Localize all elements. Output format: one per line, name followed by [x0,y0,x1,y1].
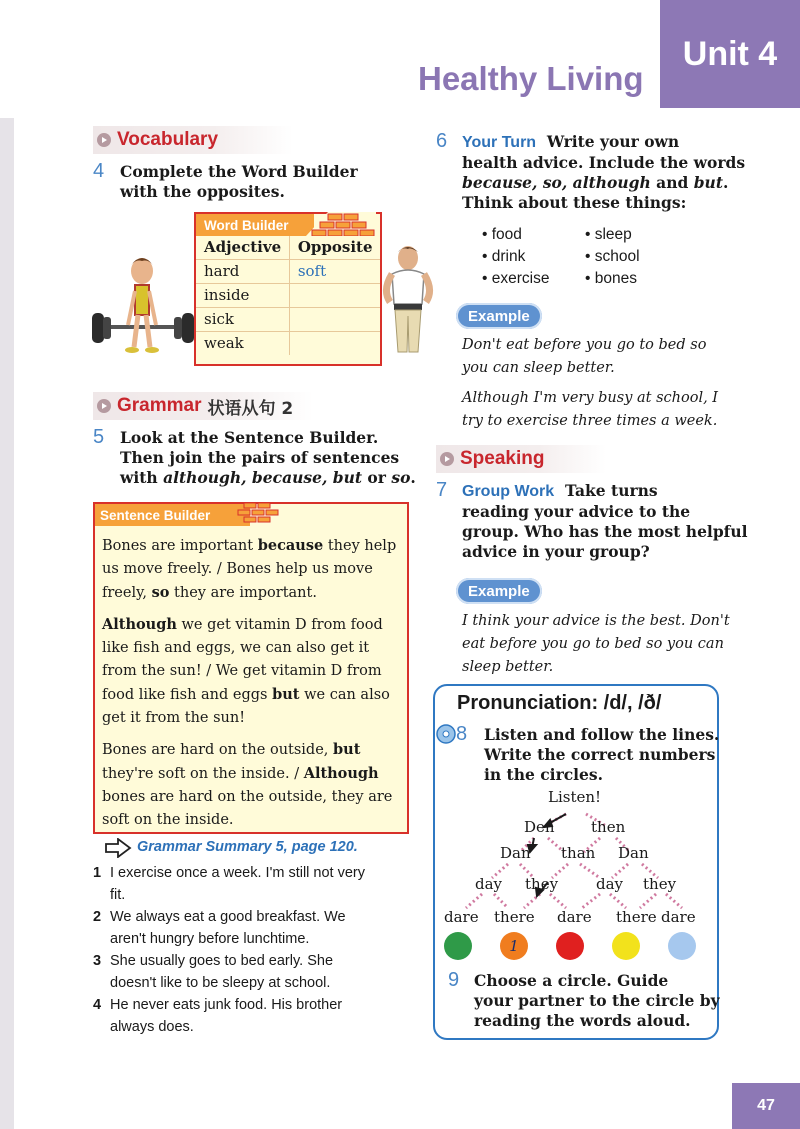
exercise-instruction [474,971,720,1031]
example-line: Although I'm very busy at school, I [462,390,719,406]
table-row [196,332,380,356]
instruction-line [120,468,416,488]
example-paragraph [102,613,401,730]
page-edge-strip [0,118,14,1129]
sentence-number: 1 [93,865,102,881]
table-row [196,284,380,308]
example-line: eat before you go to bed so you can [462,636,724,652]
opposite-cell[interactable] [289,308,380,332]
tree-word: Listen! [548,788,602,806]
example-line: I think your advice is the best. Don't [462,613,730,629]
exercise-number: 4 [93,160,105,182]
list-item: • food [482,226,522,243]
sentence-text: Bones are hard on the outside, [102,742,334,758]
tree-word: Den [524,818,555,836]
sentence-line [93,994,413,1016]
tree-word: then [591,818,626,836]
tree-word: dare [661,908,696,926]
play-icon [97,133,111,147]
instruction-line: reading the words aloud. [474,1011,691,1030]
answer-circle[interactable] [556,932,584,960]
instruction-line [462,173,752,193]
sentence-text: He never eats junk food. His brother [110,997,343,1013]
instruction-line: Think about these things: [462,193,687,212]
adjective-cell: hard [196,260,289,284]
sentence-text: Bones are important [102,538,258,554]
example-paragraph [102,534,401,605]
vocabulary-heading-text: Vocabulary [117,129,219,150]
tree-word: day [596,875,624,893]
sentence-text: bones are hard on the outside, they are soft on the inside. [102,789,393,828]
exercise-instruction [120,162,358,202]
speaking-heading [436,445,606,473]
sentence-text: they help us move freely. / Bones help us move freely, [102,538,397,601]
sentence-number: 3 [93,953,102,969]
sentence-line: doesn't like to be sleepy at school. [110,975,331,991]
grammar-heading-chinese: 状语从句 2 [207,398,294,419]
tree-word: there [494,908,535,926]
example-text [462,334,718,433]
sentence-text: We always eat a good breakfast. We [110,909,346,925]
example-paragraph [102,738,401,832]
tree-word: they [643,875,677,893]
opposite-cell[interactable] [289,332,380,356]
grammar-heading-text: Grammar [117,395,202,416]
answer-circle[interactable] [668,932,696,960]
adjective-cell: inside [196,284,289,308]
example-line: try to exercise three times a week. [462,413,718,429]
table-row [196,260,380,284]
instruction-line [462,481,752,502]
instruction-line: your partner to the circle by [474,991,720,1010]
sentence-number: 4 [93,997,102,1013]
tree-word: than [561,844,596,862]
example-line: you can sleep better. [462,360,615,376]
topic-list-right [585,224,640,290]
sentence-line: fit. [110,887,126,903]
bricks-decoration [236,502,280,524]
sentence-keyword: Although [102,616,177,633]
list-item [93,906,413,950]
sentence-line [93,950,413,972]
list-item [93,950,413,994]
sentence-builder-title: Sentence Builder [95,504,250,526]
table-row [196,308,380,332]
instruction-keyword: but [693,173,723,192]
instruction-line: health advice. Include the words [462,153,746,172]
sentence-text: they're soft on the inside. / [102,766,304,782]
tree-word: Dan [618,844,649,862]
exercise-instruction [462,481,752,562]
table-header-row [196,236,380,260]
arrow-right-icon [104,838,132,858]
example-text [462,610,730,679]
column-header-adjective: Adjective [196,236,289,260]
instruction-line: with the opposites. [120,182,285,201]
list-item: • school [585,248,640,265]
pronunciation-title: Pronunciation: /d/, /ð/ [457,692,662,714]
instruction-line: Complete the Word Builder [120,162,358,181]
instruction-line: Choose a circle. Guide [474,971,669,990]
answer-circle[interactable] [500,932,528,960]
exercise-number: 5 [93,426,105,448]
sentence-builder-box [93,502,409,834]
adjective-cell: weak [204,334,244,352]
vocabulary-heading [93,126,293,154]
instruction-line: Listen and follow the lines. [484,725,720,744]
instruction-text: . [723,173,729,192]
list-item: • bones [585,270,637,287]
sentence-keyword: because [257,537,324,554]
sentence-text: She usually goes to bed early. She [110,953,334,969]
grammar-summary-link[interactable]: Grammar Summary 5, page 120. [137,839,358,855]
exercise-number: 7 [436,479,448,501]
sentence-text: we get vitamin D from food like fish and eggs, we can also get it from the sun! / We get vitamin D from food like fish and eggs [102,617,383,703]
answer-circle[interactable] [612,932,640,960]
sentence-keyword: Although [303,765,379,782]
list-item [93,994,413,1038]
exercise-number: 6 [436,130,448,152]
sentence-line: always does. [110,1019,194,1035]
audio-cd-icon[interactable] [436,724,456,744]
list-item: • exercise [482,270,550,287]
sentence-line [93,906,413,928]
sentence-text: I exercise once a week. I'm still not very [110,865,366,881]
word-builder-table [196,236,380,355]
bricks-decoration [306,212,376,236]
tree-word: there [616,908,657,926]
column-header-opposite: Opposite [289,236,380,260]
answer-circle[interactable] [444,932,472,960]
sentence-keyword: but [272,686,300,703]
example-badge: Example [456,303,542,329]
instruction-text: with [120,468,164,487]
page-title: Healthy Living [418,60,644,97]
exercise-instruction [484,725,719,785]
instruction-line: group. Who has the most helpful [462,522,748,541]
exercise-number: 9 [448,969,460,991]
example-line: sleep better. [462,659,554,675]
sentence-keyword: so [151,584,170,601]
sentence-line: aren't hungry before lunchtime. [110,931,310,947]
instruction-line: reading your advice to the [462,502,691,521]
list-item: • sleep [585,226,632,243]
sentence-text: they are important. [169,585,317,601]
instruction-text: Take turns [564,481,658,500]
opposite-cell[interactable]: soft [289,260,380,284]
grammar-heading [93,392,313,420]
answer-circles [444,932,696,960]
word-builder-title: Word Builder [196,214,314,236]
play-icon [97,399,111,413]
topic-list-left [482,224,549,290]
sentence-text: we can also get it from the sun! [102,687,390,726]
unit-label: Unit 4 [660,0,800,108]
tree-word: dare [444,908,479,926]
example-line: Don't eat before you go to bed so [462,337,707,353]
instruction-line: Then join the pairs of sentences [120,448,400,467]
opposite-cell[interactable] [289,284,380,308]
instruction-keywords: because, so, although [462,173,651,192]
weightlifter-illustration [88,255,194,355]
play-icon [440,452,454,466]
instruction-keyword: so [391,468,411,487]
task-label: Group Work [462,483,555,500]
instruction-text: or [362,468,392,487]
circle-number: 1 [509,937,519,955]
sentence-number: 2 [93,909,102,925]
sentence-keyword: but [333,741,361,758]
task-label: Your Turn [462,134,537,151]
exercise-instruction [462,132,752,213]
tree-word: Dan [500,844,531,862]
exercise-instruction [120,428,416,488]
speaking-heading-text: Speaking [460,448,545,469]
muscular-man-illustration [380,244,436,356]
instruction-text: and [650,173,694,192]
exercise-number: 8 [456,723,468,745]
page-number: 47 [732,1083,800,1129]
tree-word: dare [557,908,592,926]
tree-word: they [525,875,559,893]
sentence-line [93,862,413,884]
instruction-line [462,132,752,153]
instruction-keywords: although, because, but [163,468,363,487]
list-item [93,862,413,906]
instruction-line: Look at the Sentence Builder. [120,428,379,447]
instruction-text: . [410,468,416,487]
example-badge: Example [456,578,542,604]
tree-word: day [475,875,503,893]
instruction-line: in the circles. [484,765,604,784]
adjective-cell: sick [196,308,289,332]
list-item: • drink [482,248,526,265]
instruction-line: Write the correct numbers [484,745,716,764]
instruction-text: Write your own [546,132,680,151]
instruction-line: advice in your group? [462,542,650,561]
